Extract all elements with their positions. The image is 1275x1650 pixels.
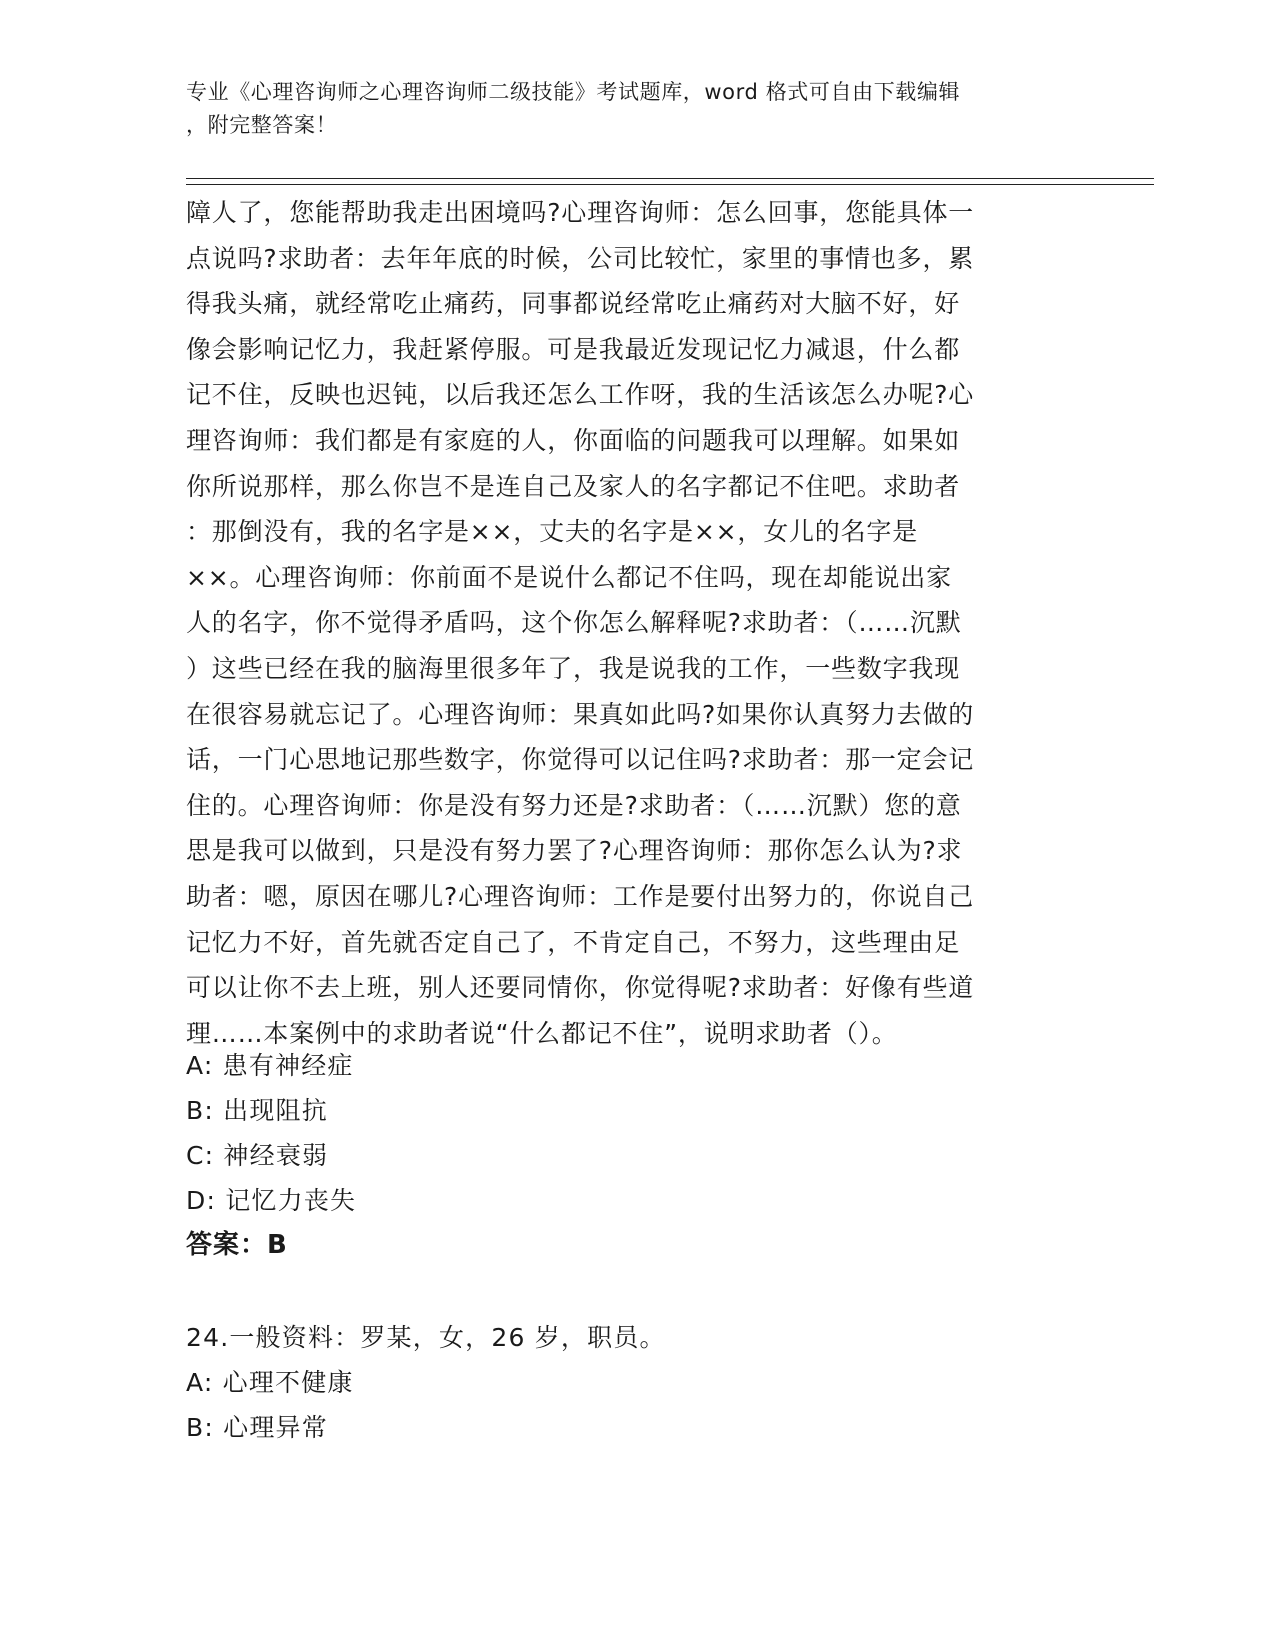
passage-line: 人的名字，你不觉得矛盾吗，这个你怎么解释呢?求助者：（……沉默 bbox=[186, 608, 962, 638]
document-header bbox=[186, 76, 1066, 142]
question-23-option-a: A: 患有神经症 bbox=[186, 1051, 354, 1080]
passage-line: 助者：嗯，原因在哪儿?心理咨询师：工作是要付出努力的，你说自己 bbox=[186, 881, 975, 911]
header-divider-top bbox=[186, 178, 1154, 179]
passage-line: 记忆力不好，首先就否定自己了，不肯定自己，不努力，这些理由足 bbox=[186, 927, 961, 957]
passage-line: 得我头痛，就经常吃止痛药，同事都说经常吃止痛药对大脑不好，好 bbox=[186, 289, 961, 319]
passage-line: 记不住，反映也迟钝，以后我还怎么工作呀，我的生活该怎么办呢?心 bbox=[186, 380, 975, 410]
passage-line: 像会影响记忆力，我赶紧停服。可是我最近发现记忆力减退，什么都 bbox=[186, 334, 961, 364]
passage-line: 话，一门心思地记那些数字，你觉得可以记住吗?求助者：那一定会记 bbox=[186, 745, 975, 775]
header-divider-bottom bbox=[186, 184, 1154, 185]
question-24-stem: 24.一般资料：罗某，女，26 岁，职员。 bbox=[186, 1323, 666, 1352]
passage-line: 可以让你不去上班，别人还要同情你，你觉得呢?求助者：好像有些道 bbox=[186, 973, 975, 1003]
question-23-option-d: D: 记忆力丧失 bbox=[186, 1186, 357, 1215]
passage-line: ：那倒没有，我的名字是××，丈夫的名字是××，女儿的名字是 bbox=[186, 517, 918, 547]
passage-line: 你所说那样，那么你岂不是连自己及家人的名字都记不住吧。求助者 bbox=[186, 471, 961, 501]
passage-line: 住的。心理咨询师：你是没有努力还是?求助者：（……沉默）您的意 bbox=[186, 790, 962, 820]
question-24-option-b: B: 心理异常 bbox=[186, 1413, 328, 1442]
question-23-answer: 答案：B bbox=[186, 1230, 288, 1260]
passage-line: 理……本案例中的求助者说“什么都记不住”，说明求助者（）。 bbox=[186, 1018, 898, 1048]
passage-line: 理咨询师：我们都是有家庭的人，你面临的问题我可以理解。如果如 bbox=[186, 425, 961, 455]
passage-line: ）这些已经在我的脑海里很多年了，我是说我的工作，一些数字我现 bbox=[186, 653, 961, 683]
passage-line: 思是我可以做到，只是没有努力罢了?心理咨询师：那你怎么认为?求 bbox=[186, 836, 963, 866]
question-23-option-b: B: 出现阻抗 bbox=[186, 1096, 328, 1125]
passage-line: 在很容易就忘记了。心理咨询师：果真如此吗?如果你认真努力去做的 bbox=[186, 699, 975, 729]
header-title-line-2: ，附完整答案！ bbox=[186, 113, 338, 137]
question-23-option-c: C: 神经衰弱 bbox=[186, 1141, 329, 1170]
passage-line: 点说吗?求助者：去年年底的时候，公司比较忙，家里的事情也多，累 bbox=[186, 243, 975, 273]
question-24-option-a: A: 心理不健康 bbox=[186, 1368, 354, 1397]
question-23-passage bbox=[186, 190, 1066, 1056]
passage-line: ××。心理咨询师：你前面不是说什么都记不住吗，现在却能说出家 bbox=[186, 562, 952, 592]
header-title-line-1: 专业《心理咨询师之心理咨询师二级技能》考试题库，word 格式可自由下载编辑 bbox=[186, 80, 961, 104]
passage-line: 障人了，您能帮助我走出困境吗?心理咨询师：怎么回事，您能具体一 bbox=[186, 198, 975, 227]
